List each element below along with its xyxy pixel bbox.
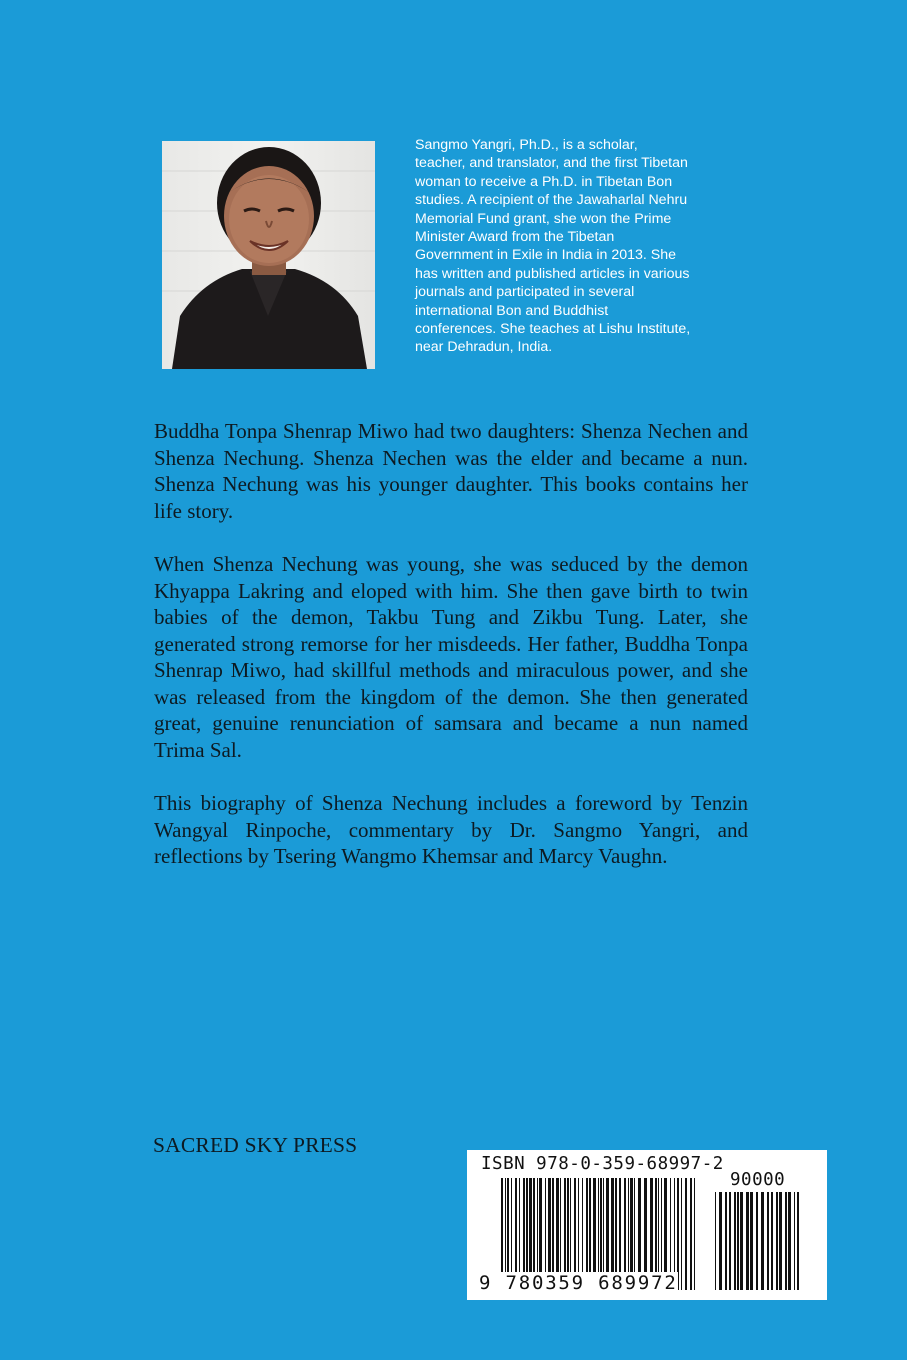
barcode-bar bbox=[719, 1192, 722, 1290]
bio-line: teacher, and translator, and the first Tibetan bbox=[415, 155, 688, 172]
barcode-bar bbox=[729, 1192, 731, 1290]
bio-line: near Dehradun, India. bbox=[415, 339, 553, 356]
bio-line: international Bon and Buddhist bbox=[415, 302, 609, 319]
barcode-bar bbox=[761, 1192, 764, 1290]
price-code: 90000 bbox=[730, 1170, 786, 1190]
barcode-bar bbox=[737, 1192, 739, 1290]
barcode-bar bbox=[771, 1192, 773, 1290]
barcode-bar bbox=[715, 1192, 716, 1290]
barcode-bar bbox=[794, 1192, 795, 1290]
barcode-bar bbox=[788, 1192, 791, 1290]
author-bio bbox=[415, 136, 760, 357]
bio-line: journals and participated in several bbox=[415, 284, 635, 301]
bio-line: studies. A recipient of the Jawaharlal Nehru bbox=[415, 192, 688, 209]
barcode-bar bbox=[797, 1192, 799, 1290]
bio-line: Minister Award from the Tibetan bbox=[415, 229, 615, 246]
barcode-bar bbox=[725, 1192, 727, 1290]
barcode-bar bbox=[785, 1192, 787, 1290]
book-description bbox=[154, 418, 748, 897]
bio-line: Government in Exile in India in 2013. She bbox=[415, 247, 677, 264]
description-paragraph-1: Buddha Tonpa Shenrap Miwo had two daughters: Shenza Nechen and Shenza Nechung. Shenza Nechen was the elder and became a nun. Shenza Nechung was his younger daughter. This books contains her life story. bbox=[154, 419, 748, 523]
barcode-bar bbox=[750, 1192, 753, 1290]
isbn-label: ISBN 978-0-359-68997-2 bbox=[481, 1154, 724, 1174]
author-photo bbox=[162, 141, 375, 369]
bio-line: Sangmo Yangri, Ph.D., is a scholar, bbox=[415, 137, 638, 153]
barcode-bar bbox=[756, 1192, 758, 1290]
bio-line: woman to receive a Ph.D. in Tibetan Bon bbox=[415, 173, 673, 190]
isbn-barcode bbox=[467, 1150, 827, 1300]
barcode-bar bbox=[690, 1178, 692, 1290]
barcode-bar bbox=[734, 1192, 736, 1290]
ean-digits: 9 780359 689972 bbox=[479, 1272, 678, 1294]
bio-line: has written and published articles in various bbox=[415, 265, 690, 282]
barcode-bar bbox=[767, 1192, 769, 1290]
barcode-bar bbox=[685, 1178, 687, 1290]
publisher-name: SACRED SKY PRESS bbox=[153, 1133, 358, 1157]
barcode-bar bbox=[740, 1192, 743, 1290]
barcode-bar bbox=[776, 1192, 778, 1290]
description-paragraph-2: When Shenza Nechung was young, she was seduced by the demon Khyappa Lakring and eloped with him. She then gave birth to twin babies of the demon, Takbu Tung and Zikbu Tung. Later, she generated strong remorse for her misdeeds. Her father, Buddha Tonpa Shenrap Miwo, had skillful methods and miraculous power, and she was released from the kingdom of the demon. She then generated great, genuine renunciation of samsara and became a nun named Trima Sal. bbox=[154, 552, 748, 762]
barcode-bar bbox=[694, 1178, 695, 1290]
bio-line: conferences. She teaches at Lishu Institute, bbox=[415, 321, 691, 338]
description-paragraph-3: This biography of Shenza Nechung includes a foreword by Tenzin Wangyal Rinpoche, commentary by Dr. Sangmo Yangri, and reflections by Tsering Wangmo Khemsar and Marcy Vaughn. bbox=[154, 791, 748, 868]
barcode-bar bbox=[779, 1192, 782, 1290]
barcode-bar bbox=[746, 1192, 749, 1290]
bio-line: Memorial Fund grant, she won the Prime bbox=[415, 210, 672, 227]
barcode-bar bbox=[681, 1178, 682, 1290]
